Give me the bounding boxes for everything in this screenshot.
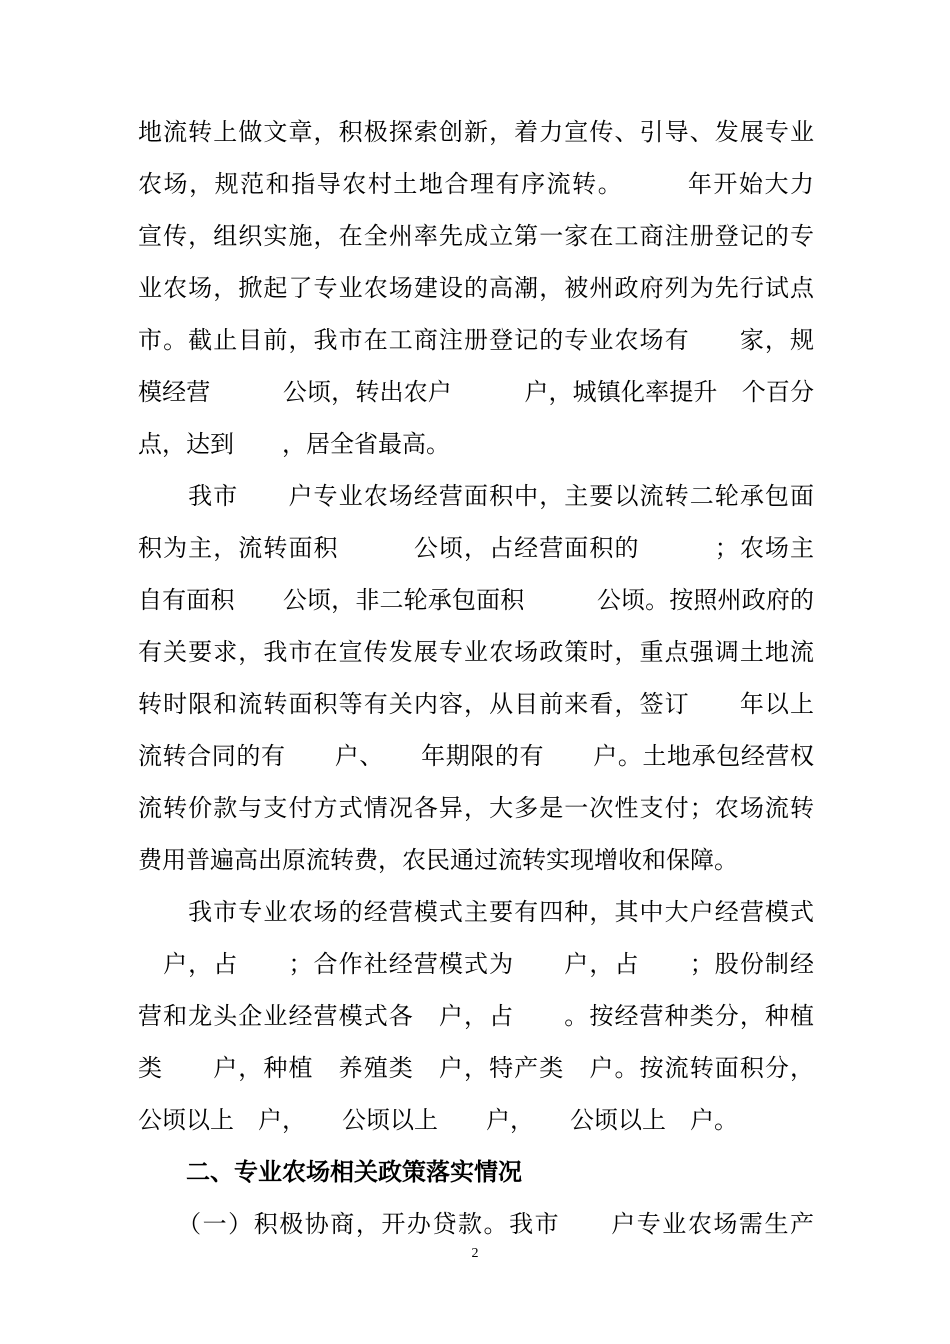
paragraph-line: 模经营 公顷，转出农户 户，城镇化率提升 个百分 (138, 378, 814, 406)
paragraph-line: 点，达到 ，居全省最高。 (138, 430, 450, 458)
paragraph-line: 我市 户专业农场经营面积中，主要以流转二轮承包面 (138, 482, 814, 510)
paragraph-line: 营和龙头企业经营模式各 户，占 。按经营种类分，种植 (138, 1002, 814, 1030)
paragraph-line: （一）积极协商，开办贷款。我市 户专业农场需生产 (138, 1210, 814, 1238)
paragraph-line: 我市专业农场的经营模式主要有四种，其中大户经营模式 (138, 898, 814, 926)
paragraph-line: 户，占 ；合作社经营模式为 户，占 ；股份制经 (138, 950, 814, 978)
paragraph-line: 转时限和流转面积等有关内容，从目前来看，签订 年以上 (138, 690, 814, 718)
paragraph-line: 公顷以上 户， 公顷以上 户， 公顷以上 户。 (138, 1106, 738, 1134)
paragraph-line: 积为主，流转面积 公顷，占经营面积的 ；农场主 (138, 534, 814, 562)
paragraph-line: 业农场，掀起了专业农场建设的高潮，被州政府列为先行试点 (138, 274, 814, 302)
paragraph-line: 流转价款与支付方式情况各异，大多是一次性支付；农场流转 (138, 794, 814, 822)
paragraph-line: 流转合同的有 户、 年期限的有 户。土地承包经营权 (138, 742, 814, 770)
paragraph-line: 类 户，种植 养殖类 户，特产类 户。按流转面积分， (138, 1054, 814, 1082)
page-number: 2 (471, 1246, 479, 1261)
paragraph-line: 宣传，组织实施，在全州率先成立第一家在工商注册登记的专 (138, 222, 814, 250)
paragraph-line: 农场，规范和指导农村土地合理有序流转。 年开始大力 (138, 170, 814, 198)
paragraph-line: 地流转上做文章，积极探索创新，着力宣传、引导、发展专业 (138, 118, 814, 146)
paragraph-line: 有关要求，我市在宣传发展专业农场政策时，重点强调土地流 (138, 638, 814, 666)
paragraph-line: 自有面积 公顷，非二轮承包面积 公顷。按照州政府的 (138, 586, 814, 614)
paragraph-line: 市。截止目前，我市在工商注册登记的专业农场有 家，规 (138, 326, 814, 354)
paragraph-line: 费用普遍高出原流转费，农民通过流转实现增收和保障。 (138, 846, 738, 874)
section-heading: 二、专业农场相关政策落实情况 (138, 1157, 522, 1186)
